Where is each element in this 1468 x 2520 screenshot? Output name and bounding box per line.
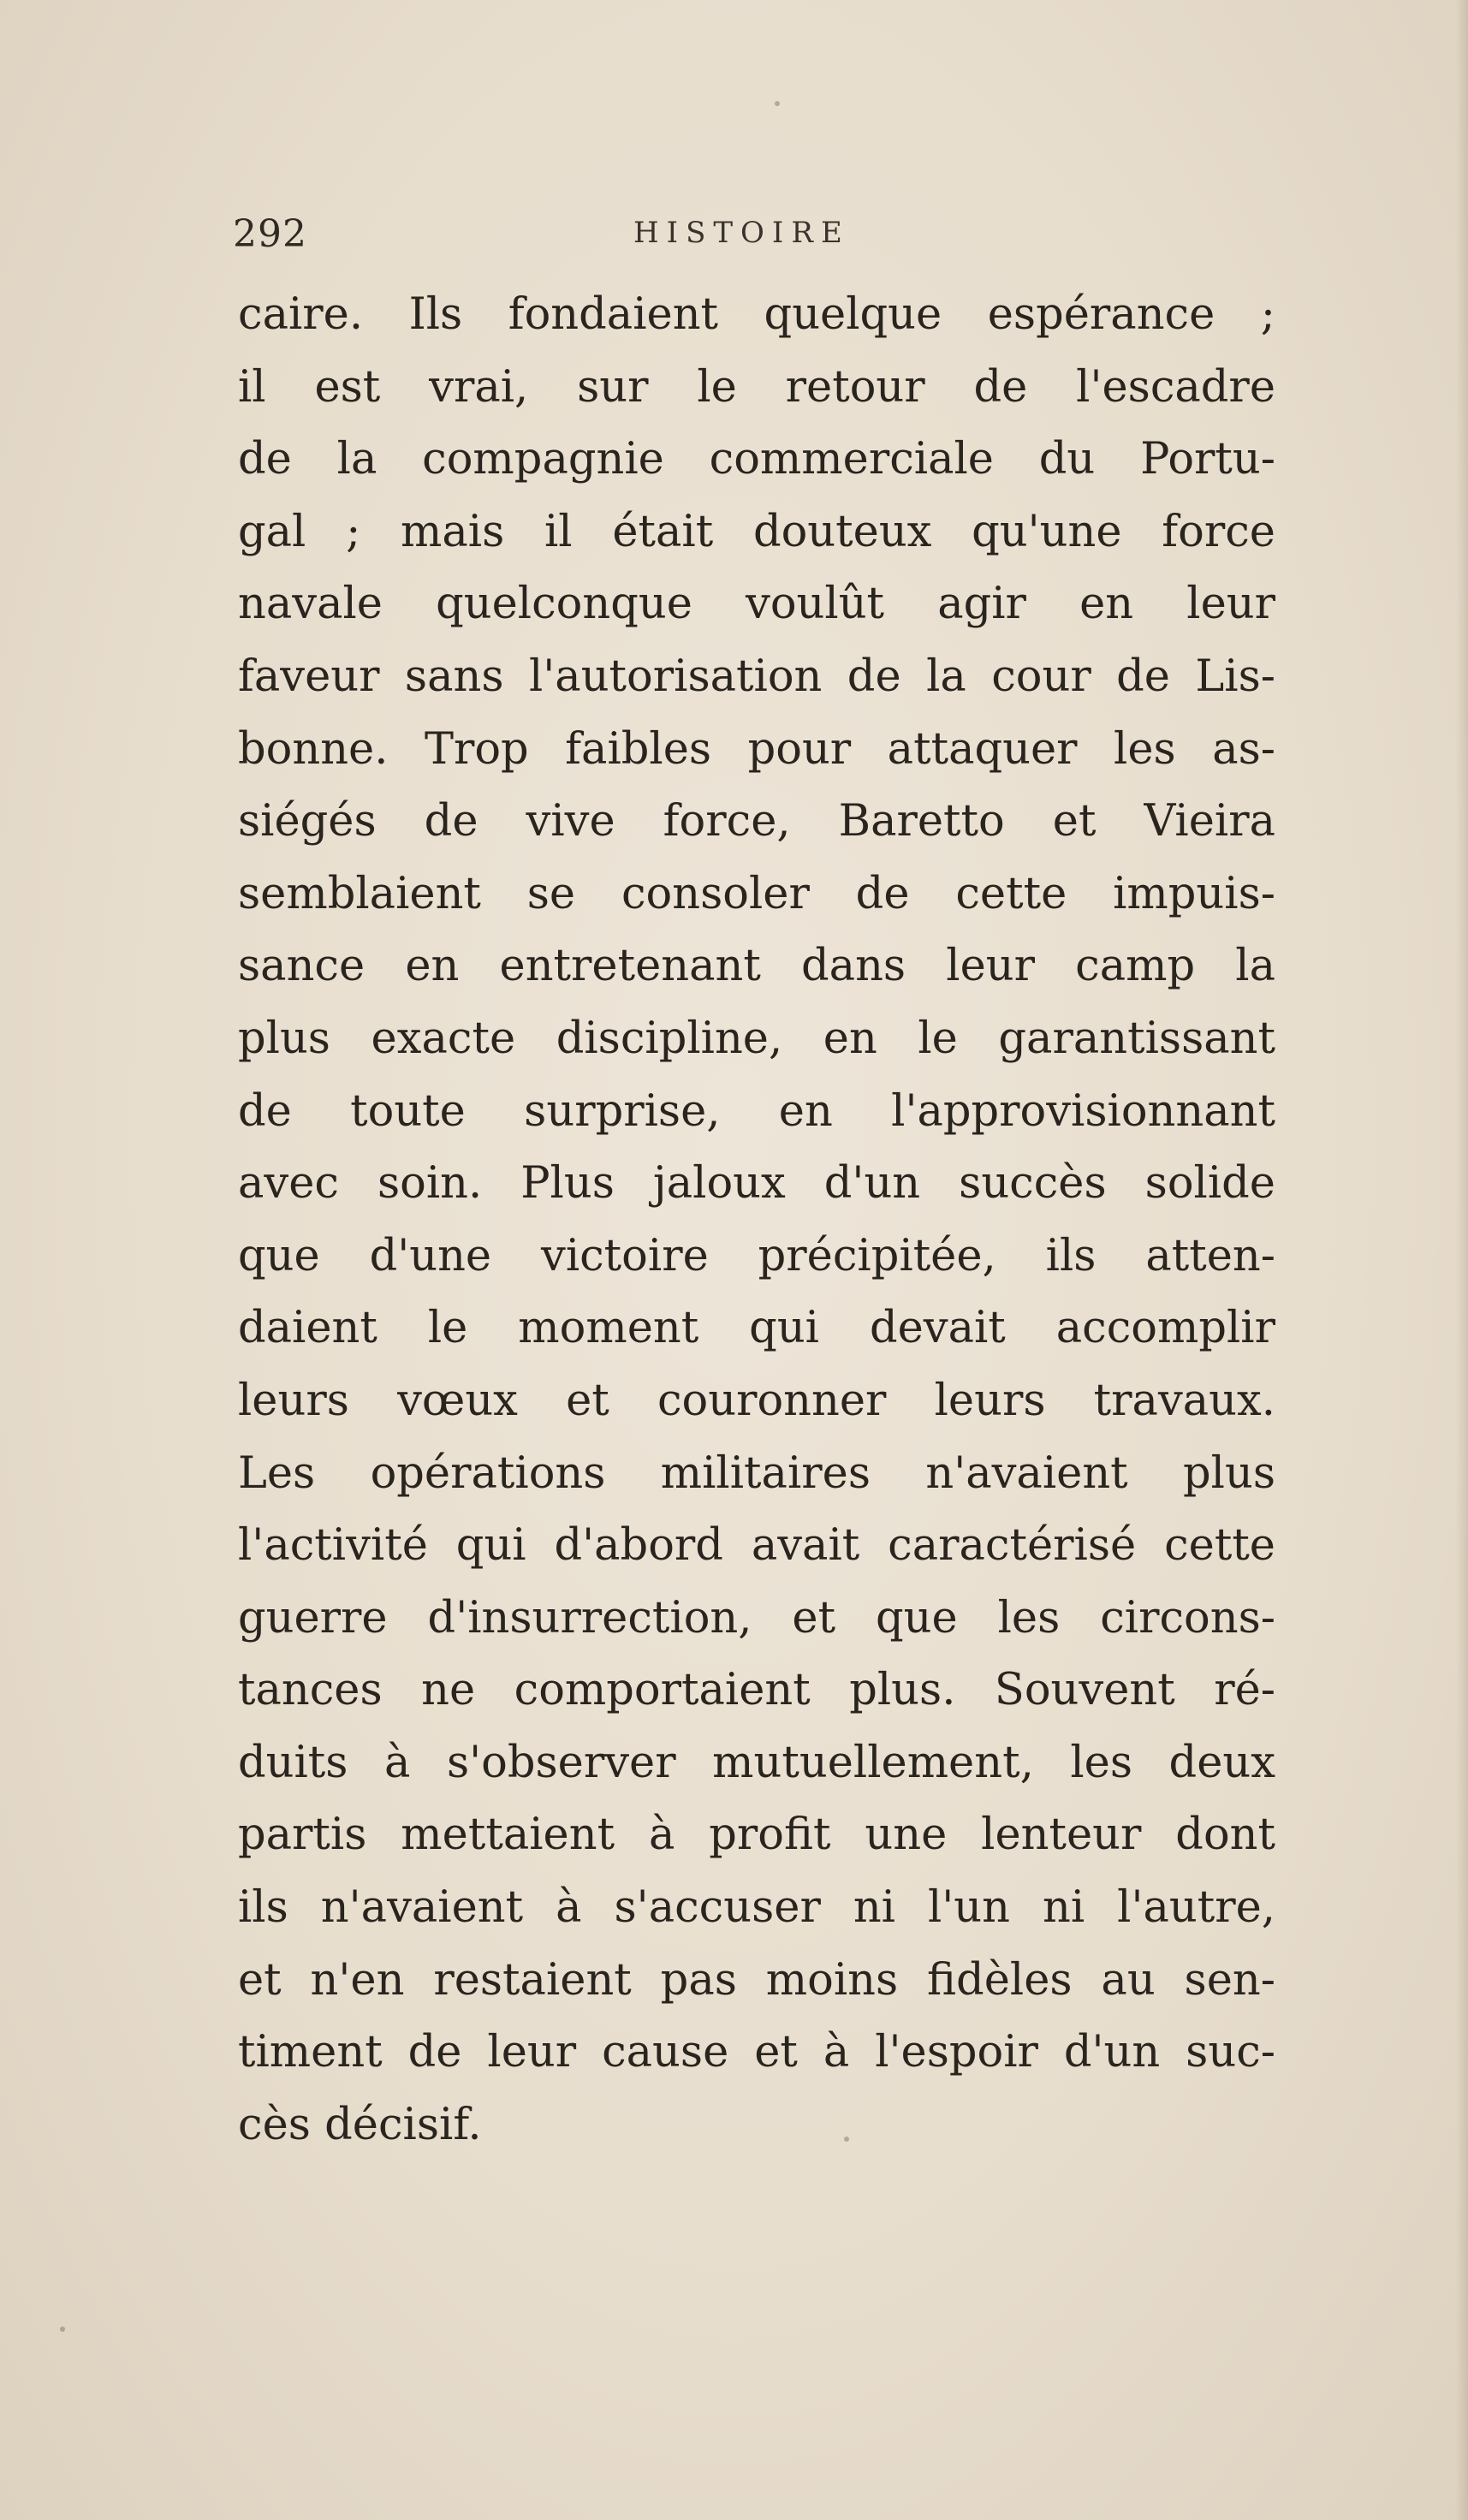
text-line: faveur sans l'autorisation de la cour de Lis-: [238, 651, 1275, 702]
text-line: partis mettaient à profit une lenteur dont: [238, 1810, 1275, 1861]
text-line: plus exacte discipline, en le garantissant: [238, 1013, 1275, 1064]
text-line: navale quelconque voulût agir en leur: [238, 579, 1275, 630]
text-line: bonne. Trop faibles pour attaquer les as-: [238, 723, 1275, 775]
text-line: de la compagnie commerciale du Portu-: [238, 434, 1275, 485]
text-line: daient le moment qui devait accomplir: [238, 1303, 1275, 1354]
paper-speck: [775, 101, 780, 106]
running-title: HISTOIRE: [633, 216, 850, 250]
text-line: leurs vœux et couronner leurs travaux.: [238, 1375, 1275, 1426]
body-text: [238, 279, 1275, 2161]
text-line: et n'en restaient pas moins fidèles au sen-: [238, 1954, 1275, 2006]
paper-speck: [60, 2327, 65, 2332]
text-line: de toute surprise, en l'approvisionnant: [238, 1085, 1275, 1137]
text-line: siégés de vive force, Baretto et Vieira: [238, 796, 1275, 847]
page-number: 292: [233, 212, 307, 256]
text-line: duits à s'observer mutuellement, les deux: [238, 1737, 1275, 1788]
text-line: que d'une victoire précipitée, ils atten-: [238, 1230, 1275, 1281]
text-line: avec soin. Plus jaloux d'un succès solide: [238, 1158, 1275, 1209]
text-line: gal ; mais il était douteux qu'une force: [238, 506, 1275, 557]
text-line: Les opérations militaires n'avaient plus: [238, 1447, 1275, 1499]
text-line: caire. Ils fondaient quelque espérance ;: [238, 289, 1275, 340]
text-line: timent de leur cause et à l'espoir d'un suc-: [238, 2027, 1275, 2078]
text-line: l'activité qui d'abord avait caractérisé cette: [238, 1520, 1275, 1572]
page-edge-shadow: [1456, 0, 1468, 2520]
page-header: [233, 212, 1286, 264]
text-line: guerre d'insurrection, et que les circons-: [238, 1592, 1275, 1643]
text-line: sance en entretenant dans leur camp la: [238, 941, 1275, 992]
text-line: semblaient se consoler de cette impuis-: [238, 868, 1275, 919]
text-line: il est vrai, sur le retour de l'escadre: [238, 361, 1275, 413]
text-line: cès décisif.: [238, 2099, 482, 2150]
text-line: tances ne comportaient plus. Souvent ré-: [238, 1665, 1275, 1716]
text-line: ils n'avaient à s'accuser ni l'un ni l'autre,: [238, 1882, 1275, 1934]
